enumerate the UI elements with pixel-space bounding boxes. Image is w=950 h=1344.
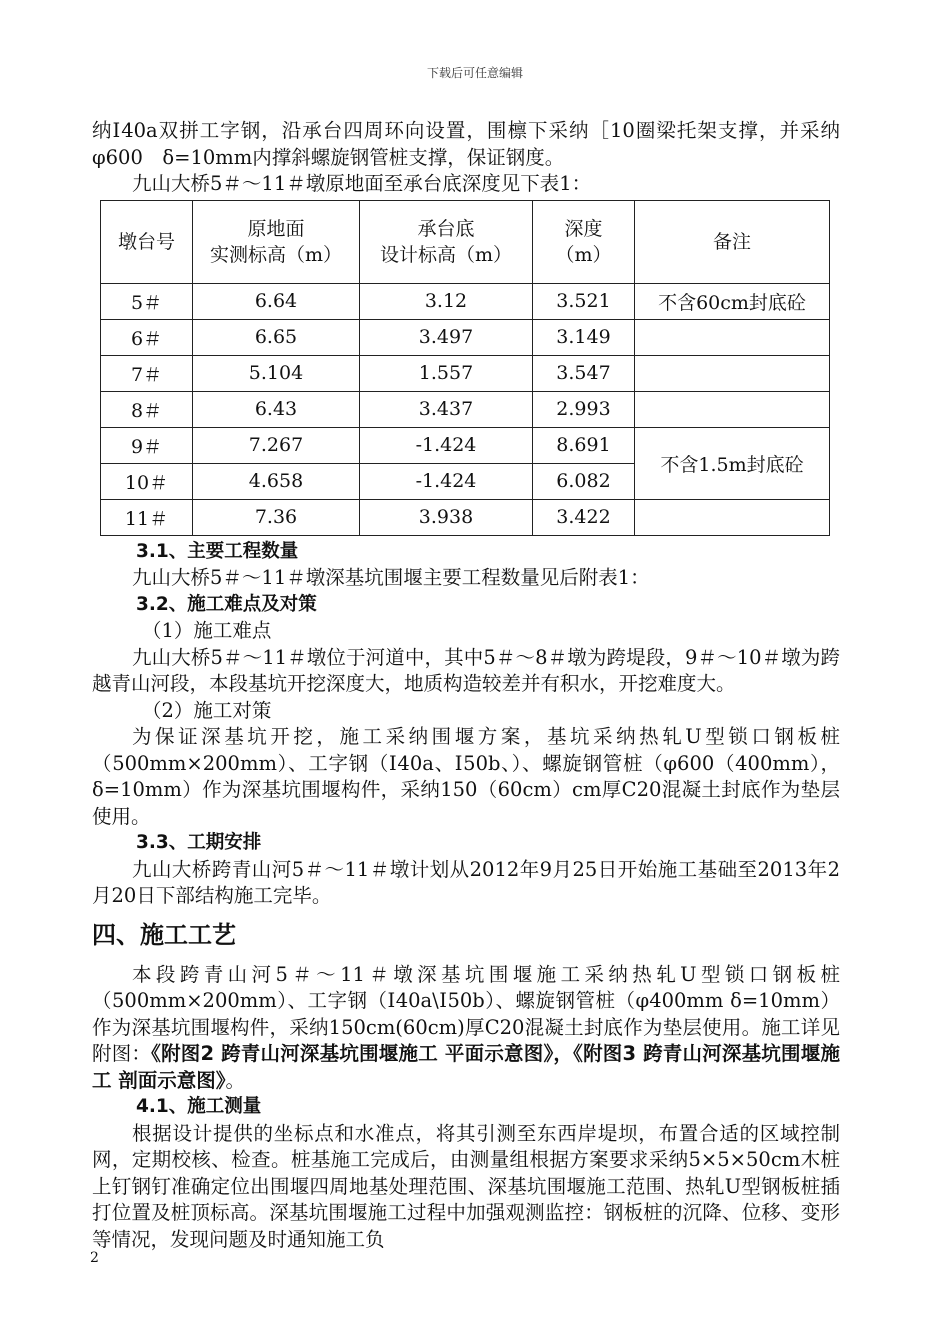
cell-ground: 6.43	[193, 391, 360, 427]
document-body	[92, 118, 840, 1253]
cell-ground: 5.104	[193, 355, 360, 391]
cell-pier: 5＃	[101, 283, 193, 319]
cell-note-empty	[635, 391, 830, 427]
depth-table	[100, 200, 830, 536]
table-row	[101, 283, 830, 319]
cell-ground: 4.658	[193, 463, 360, 499]
cell-pier: 6＃	[101, 319, 193, 355]
cell-pier: 7＃	[101, 355, 193, 391]
cell-cap: -1.424	[360, 463, 533, 499]
cell-pier: 9＃	[101, 427, 193, 463]
cell-cap: 3.938	[360, 499, 533, 535]
section-3-1-title: 3.1、主要工程数量	[136, 540, 299, 562]
cell-pier: 10＃	[101, 463, 193, 499]
cell-depth: 3.547	[533, 355, 635, 391]
page-header: 下载后可任意编辑	[426, 66, 523, 80]
cell-depth: 3.422	[533, 499, 635, 535]
cell-depth: 3.521	[533, 283, 635, 319]
section-4-1-text: 根据设计提供的坐标点和水准点，将其引测至东西岸堤坝，布置合适的区域控制网，定期校核、检查。桩基施工完成后，由测量组根据方案要求采纳5×5×50cm木桩上钉钢钉准确定位出围堰四周地基处理范围、深基坑围堰施工范围、热轧U型钢板桩插打位置及桩顶标高。深基坑围堰施工过程中加强观测监控：钢板桩的沉降、位移、变形等情况，发现问题及时通知施工负	[92, 1121, 840, 1251]
cell-ground: 7.36	[193, 499, 360, 535]
page-number: 2	[90, 1250, 99, 1266]
section-3-3-title: 3.3、工期安排	[136, 832, 262, 853]
cell-depth: 8.691	[533, 427, 635, 463]
header-note: 备注	[635, 200, 830, 283]
table-row	[101, 355, 830, 391]
cell-ground: 6.64	[193, 283, 360, 319]
cell-note: 不含60cm封底砼	[635, 283, 830, 319]
cell-note-empty	[635, 499, 830, 535]
cell-depth: 2.993	[533, 391, 635, 427]
table-row	[101, 499, 830, 535]
header-cap-line2: 设计标高（m）	[379, 243, 513, 266]
header-depth-line1: 深度	[564, 217, 603, 240]
cell-note-merged: 不含1.5m封底砼	[635, 427, 830, 499]
cell-note-empty	[635, 355, 830, 391]
section-4-para	[92, 962, 840, 1095]
header-ground-line2: 实测标高（m）	[209, 243, 343, 266]
cell-pier: 8＃	[101, 391, 193, 427]
header-cap	[360, 200, 533, 283]
cell-cap: 1.557	[360, 355, 533, 391]
intro-paragraph: 纳Ⅰ40a双拼工字钢，沿承台四周环向设置，围檩下采纳［10圈梁托架支撑，并采纳 φ600 δ=10mm内撑斜螺旋钢管桩支撑，保证钢度。	[92, 119, 840, 169]
section-4-text: 本段跨青山河5＃～11＃墩深基坑围堰施工采纳热轧U型锁口钢板桩（500mm×200mm）、工字钢（Ⅰ40a\Ⅰ50b）、螺旋钢管桩（φ400mm δ=10mm）作为深基坑围堰构件，采纳150cm(60cm)厚C20混凝土封底作为垫层使用。施工详见附图：	[92, 962, 840, 1065]
section-4-title: 四、施工工艺	[92, 920, 236, 949]
section-3-1-text: 九山大桥5＃～11＃墩深基坑围堰主要工程数量见后附表1：	[132, 566, 650, 589]
section-3-2-para2: 为保证深基坑开挖，施工采纳围堰方案，基坑采纳热轧U型锁口钢板桩（500mm×200mm）、工字钢（Ⅰ40a、Ⅰ50b、）、螺旋钢管桩（φ600（400mm），δ=10mm）作为深基坑围堰构件，采纳150（60cm）cm厚C20混凝土封底作为垫层使用。	[92, 725, 840, 828]
section-3-2-sub2: （2）施工对策	[142, 698, 272, 722]
section-3-3-text: 九山大桥跨青山河5＃～11＃墩计划从2012年9月25日开始施工基础至2013年2月20日下部结构施工完毕。	[92, 857, 840, 907]
figure-references: 《附图2 跨青山河深基坑围堰施工 平面示意图》，《附图3 跨青山河深基坑围堰施工 剖面示意图》	[92, 1042, 840, 1092]
cell-depth: 3.149	[533, 319, 635, 355]
header-ground-line1: 原地面	[247, 217, 305, 240]
cell-note-empty	[635, 319, 830, 355]
cell-cap: 3.437	[360, 391, 533, 427]
cell-ground: 7.267	[193, 427, 360, 463]
cell-cap: -1.424	[360, 427, 533, 463]
cell-cap: 3.12	[360, 283, 533, 319]
section-4-1-title: 4.1、施工测量	[136, 1096, 262, 1117]
cell-ground: 6.65	[193, 319, 360, 355]
table-row	[101, 427, 830, 463]
section-3-2-title: 3.2、施工难点及对策	[136, 593, 317, 615]
section-3-2-sub1: （1）施工难点	[142, 619, 272, 642]
table-header-row	[101, 200, 830, 283]
header-depth-line2: （m）	[555, 243, 612, 266]
header-cap-line1: 承台底	[417, 217, 475, 240]
section-4-text-end: 。	[225, 1068, 246, 1092]
header-ground	[193, 200, 360, 283]
table-row	[101, 319, 830, 355]
header-pier: 墩台号	[101, 200, 193, 283]
cell-cap: 3.497	[360, 319, 533, 355]
table-caption: 九山大桥5＃～11＃墩原地面至承台底深度见下表1：	[132, 172, 592, 195]
table-row	[101, 391, 830, 427]
cell-depth: 6.082	[533, 463, 635, 499]
cell-pier: 11＃	[101, 499, 193, 535]
header-depth	[533, 200, 635, 283]
section-3-2-para1: 九山大桥5＃～11＃墩位于河道中，其中5＃～8＃墩为跨堤段，9＃～10＃墩为跨越青山河段，本段基坑开挖深度大，地质构造较差并有积水，开挖难度大。	[92, 645, 840, 695]
